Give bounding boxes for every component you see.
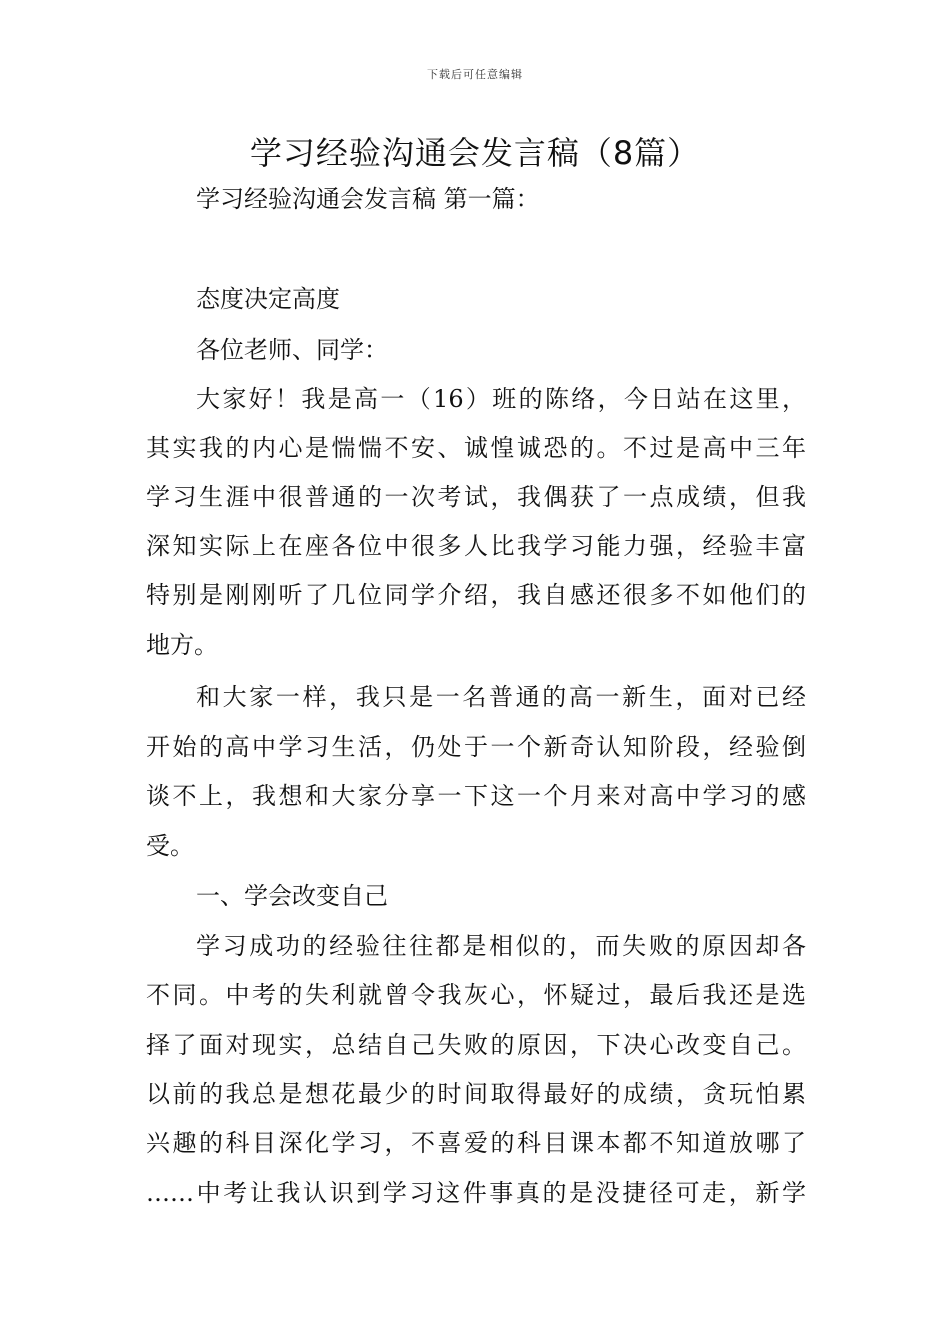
paragraph-line: 择了面对现实，总结自己失败的原因，下决心改变自己。 — [146, 1031, 806, 1059]
paragraph-line: 兴趣的科目深化学习，不喜爱的科目课本都不知道放哪了 — [146, 1129, 806, 1157]
header-note: 下载后可任意编辑 — [427, 68, 523, 81]
paragraph-line: ……中考让我认识到学习这件事真的是没捷径可走，新学 — [146, 1179, 806, 1207]
paragraph-line: 地方。 — [146, 631, 218, 659]
paragraph-line: 谈不上，我想和大家分享一下这一个月来对高中学习的感 — [146, 782, 806, 810]
paragraph-line: 不同。中考的失利就曾令我灰心，怀疑过，最后我还是选 — [146, 981, 806, 1009]
paragraph-line: 和大家一样，我只是一名普通的高一新生，面对已经 — [196, 683, 806, 711]
paragraph-line: 深知实际上在座各位中很多人比我学习能力强，经验丰富 — [146, 532, 806, 560]
paragraph-line: 学习成功的经验往往都是相似的，而失败的原因却各 — [196, 932, 806, 960]
paragraph-line: 受。 — [146, 832, 194, 860]
document-subtitle: 学习经验沟通会发言稿 第一篇： — [196, 185, 540, 213]
paragraph-line: 以前的我总是想花最少的时间取得最好的成绩，贪玩怕累 — [146, 1080, 806, 1108]
paragraph-line: 大家好！我是高一（16）班的陈络，今日站在这里， — [196, 385, 806, 413]
paragraph-line: 开始的高中学习生活，仍处于一个新奇认知阶段，经验倒 — [146, 733, 806, 761]
paragraph-line: 学习生涯中很普通的一次考试，我偶获了一点成绩，但我 — [146, 483, 806, 511]
paragraph-line: 其实我的内心是惴惴不安、诚惶诚恐的。不过是高中三年 — [146, 434, 806, 462]
section-heading: 态度决定高度 — [196, 285, 340, 313]
greeting: 各位老师、同学： — [196, 336, 388, 364]
paragraph-line: 特别是刚刚听了几位同学介绍，我自感还很多不如他们的 — [146, 581, 806, 609]
document-title: 学习经验沟通会发言稿（8篇） — [249, 134, 701, 172]
section-title: 一、学会改变自己 — [196, 882, 388, 910]
